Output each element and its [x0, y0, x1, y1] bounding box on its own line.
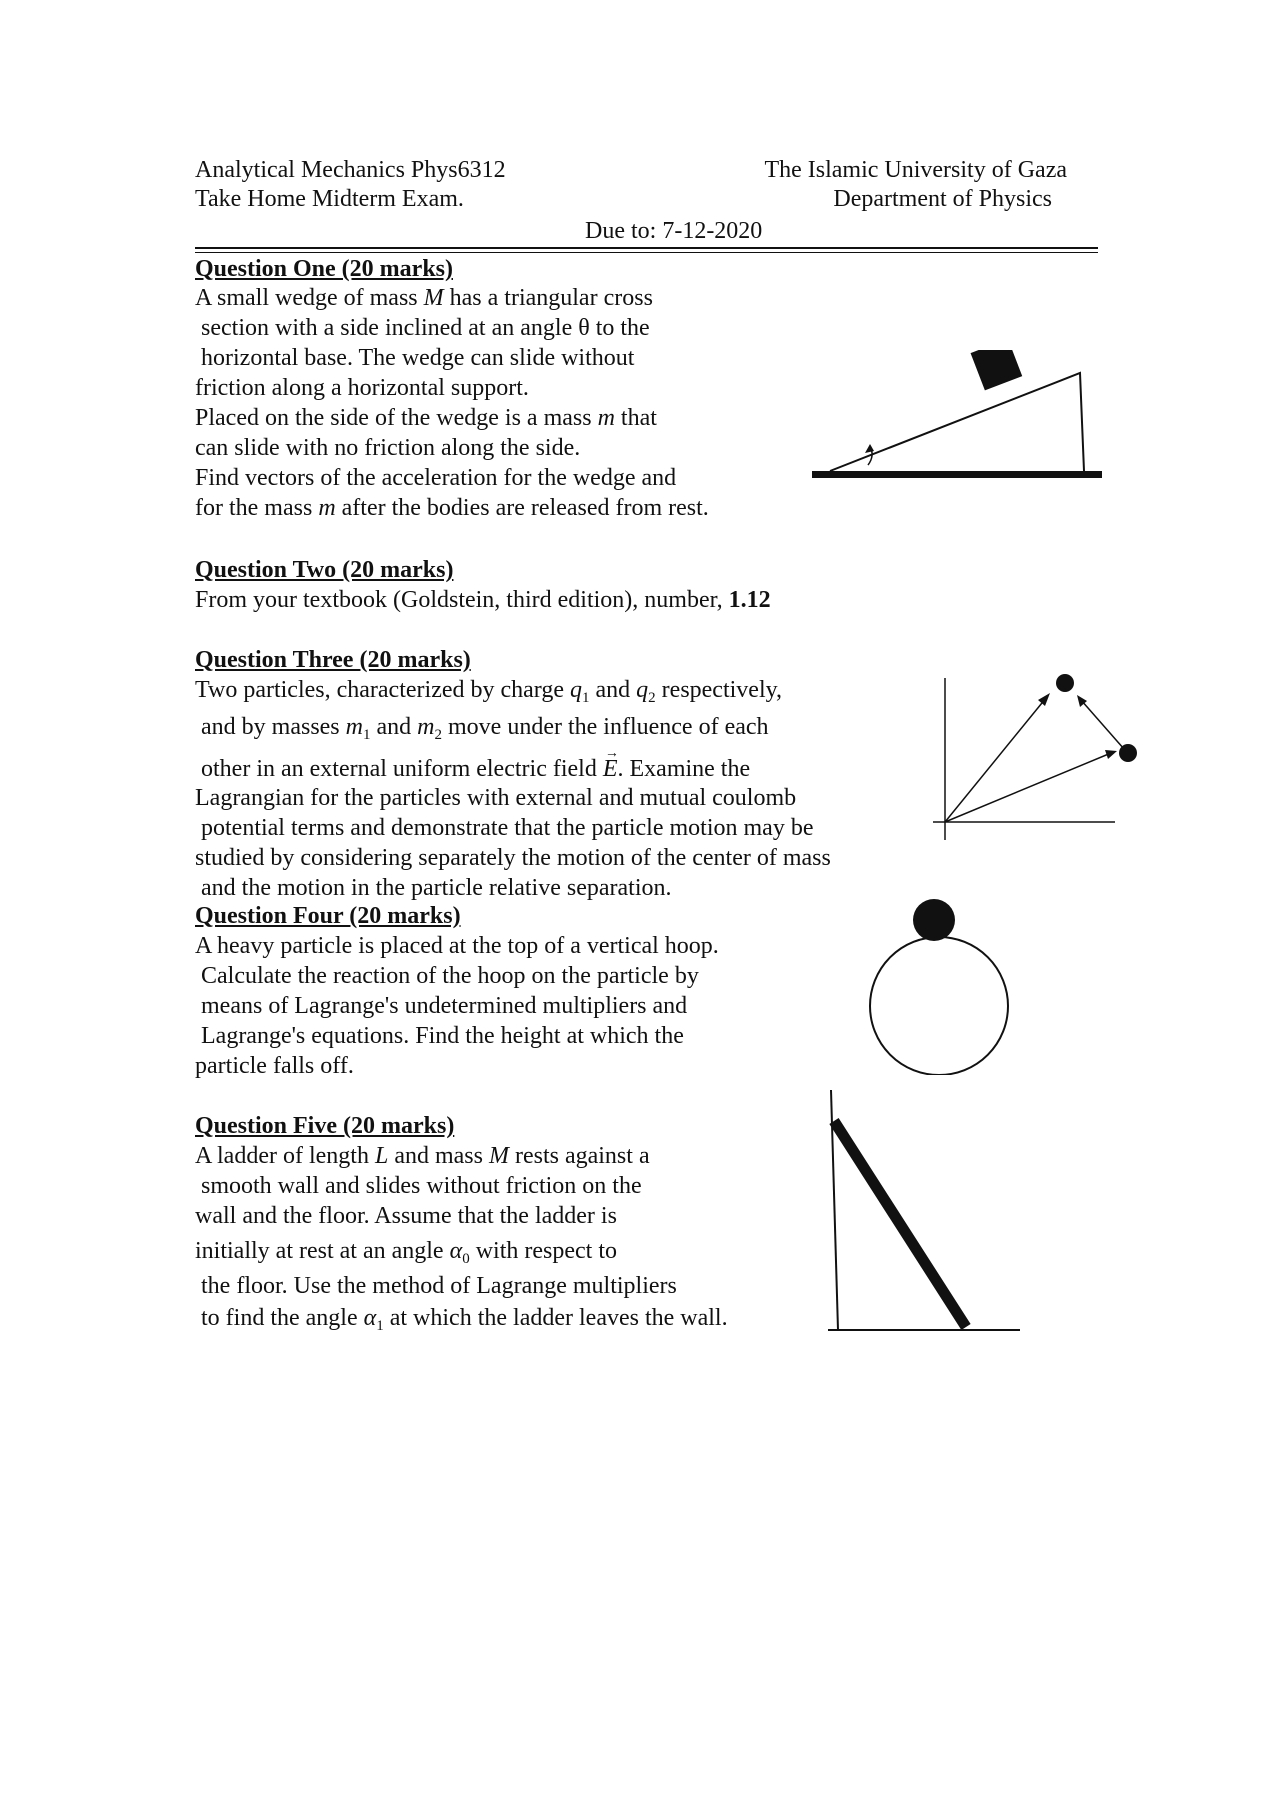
particle-1: [1056, 674, 1074, 692]
q3-line-6: studied by considering separately the motion of the center of mass: [195, 845, 831, 871]
q4-line-5: particle falls off.: [195, 1053, 354, 1079]
header-rule-bottom: [195, 252, 1098, 253]
sliding-mass: [971, 350, 1023, 390]
due-date: Due to: 7-12-2020: [585, 218, 763, 244]
wedge-outline: [830, 373, 1084, 471]
q4-line-4: Lagrange's equations. Find the height at which the: [201, 1023, 684, 1049]
ladder-diagram: [820, 1085, 1020, 1335]
university-name: The Islamic University of Gaza: [764, 157, 1067, 183]
q4-line-3: means of Lagrange's undetermined multipliers and: [201, 993, 688, 1019]
position-vector-1: [945, 698, 1046, 822]
q5-line-6: to find the angle $\alpha_1$ at which the ladder leaves the wall.: [201, 1305, 728, 1334]
q3-line-7: and the motion in the particle relative separation.: [201, 875, 672, 901]
horizontal-support: [812, 471, 1102, 478]
department-name: Department of Physics: [833, 186, 1052, 212]
ladder: [834, 1121, 966, 1327]
q1-line-3: horizontal base. The wedge can slide without: [201, 345, 635, 371]
header-rule-top: [195, 247, 1098, 249]
q5-line-2: smooth wall and slides without friction on the: [201, 1173, 642, 1199]
particle-2: [1119, 744, 1137, 762]
q4-line-1: A heavy particle is placed at the top of a vertical hoop.: [195, 933, 719, 959]
question-one-title: Question One (20 marks): [195, 256, 453, 282]
arrowhead-1: [1038, 693, 1050, 706]
question-four-title: Question Four (20 marks): [195, 903, 461, 929]
angle-arrowhead: [865, 444, 874, 453]
q3-line-1: Two particles, characterized by charge $q_1$ and $q_2$ respectively,: [195, 677, 783, 706]
q3-line-2: and by masses $m_1$ and $m_2$ move under the influence of each: [201, 714, 769, 743]
question-three-title: Question Three (20 marks): [195, 647, 471, 673]
position-vector-2: [945, 753, 1111, 822]
question-five-title: Question Five (20 marks): [195, 1113, 455, 1139]
q3-line-4: Lagrangian for the particles with external and mutual coulomb: [195, 785, 797, 811]
course-title: Analytical Mechanics Phys6312: [195, 157, 506, 183]
arrowhead-2: [1105, 750, 1117, 759]
q3-line-5: potential terms and demonstrate that the particle motion may be: [201, 815, 814, 841]
heavy-particle: [913, 899, 955, 941]
wedge-diagram: [800, 350, 1110, 490]
q5-line-1: A ladder of length L and mass M rests against a: [195, 1143, 650, 1169]
question-two-title: Question Two (20 marks): [195, 557, 454, 583]
q1-line-8: for the mass m after the bodies are released from rest.: [195, 495, 709, 521]
q5-line-3: wall and the floor. Assume that the ladder is: [195, 1203, 617, 1229]
q5-line-4: initially at rest at an angle $\alpha_0$ with respect to: [195, 1238, 617, 1267]
q2-line-1: From your textbook (Goldstein, third edition), number, 1.12: [195, 587, 771, 613]
q1-line-6: can slide with no friction along the side.: [195, 435, 581, 461]
relative-vector: [1081, 700, 1124, 749]
q1-line-5: Placed on the side of the wedge is a mass m that: [195, 405, 657, 431]
hoop-diagram: [860, 895, 1020, 1075]
particles-diagram: [925, 670, 1175, 850]
q3-line-3: other in an external uniform electric field → E. Examine the: [201, 754, 750, 784]
vertical-hoop: [870, 937, 1008, 1075]
exam-type: Take Home Midterm Exam.: [195, 186, 464, 212]
q1-line-4: friction along a horizontal support.: [195, 375, 529, 401]
q5-line-5: the floor. Use the method of Lagrange multipliers: [201, 1273, 677, 1299]
q1-line-1: A small wedge of mass M has a triangular cross: [195, 285, 653, 311]
q4-line-2: Calculate the reaction of the hoop on the particle by: [201, 963, 699, 989]
q1-line-7: Find vectors of the acceleration for the wedge and: [195, 465, 677, 491]
q1-line-2: section with a side inclined at an angle θ to the: [201, 315, 650, 341]
